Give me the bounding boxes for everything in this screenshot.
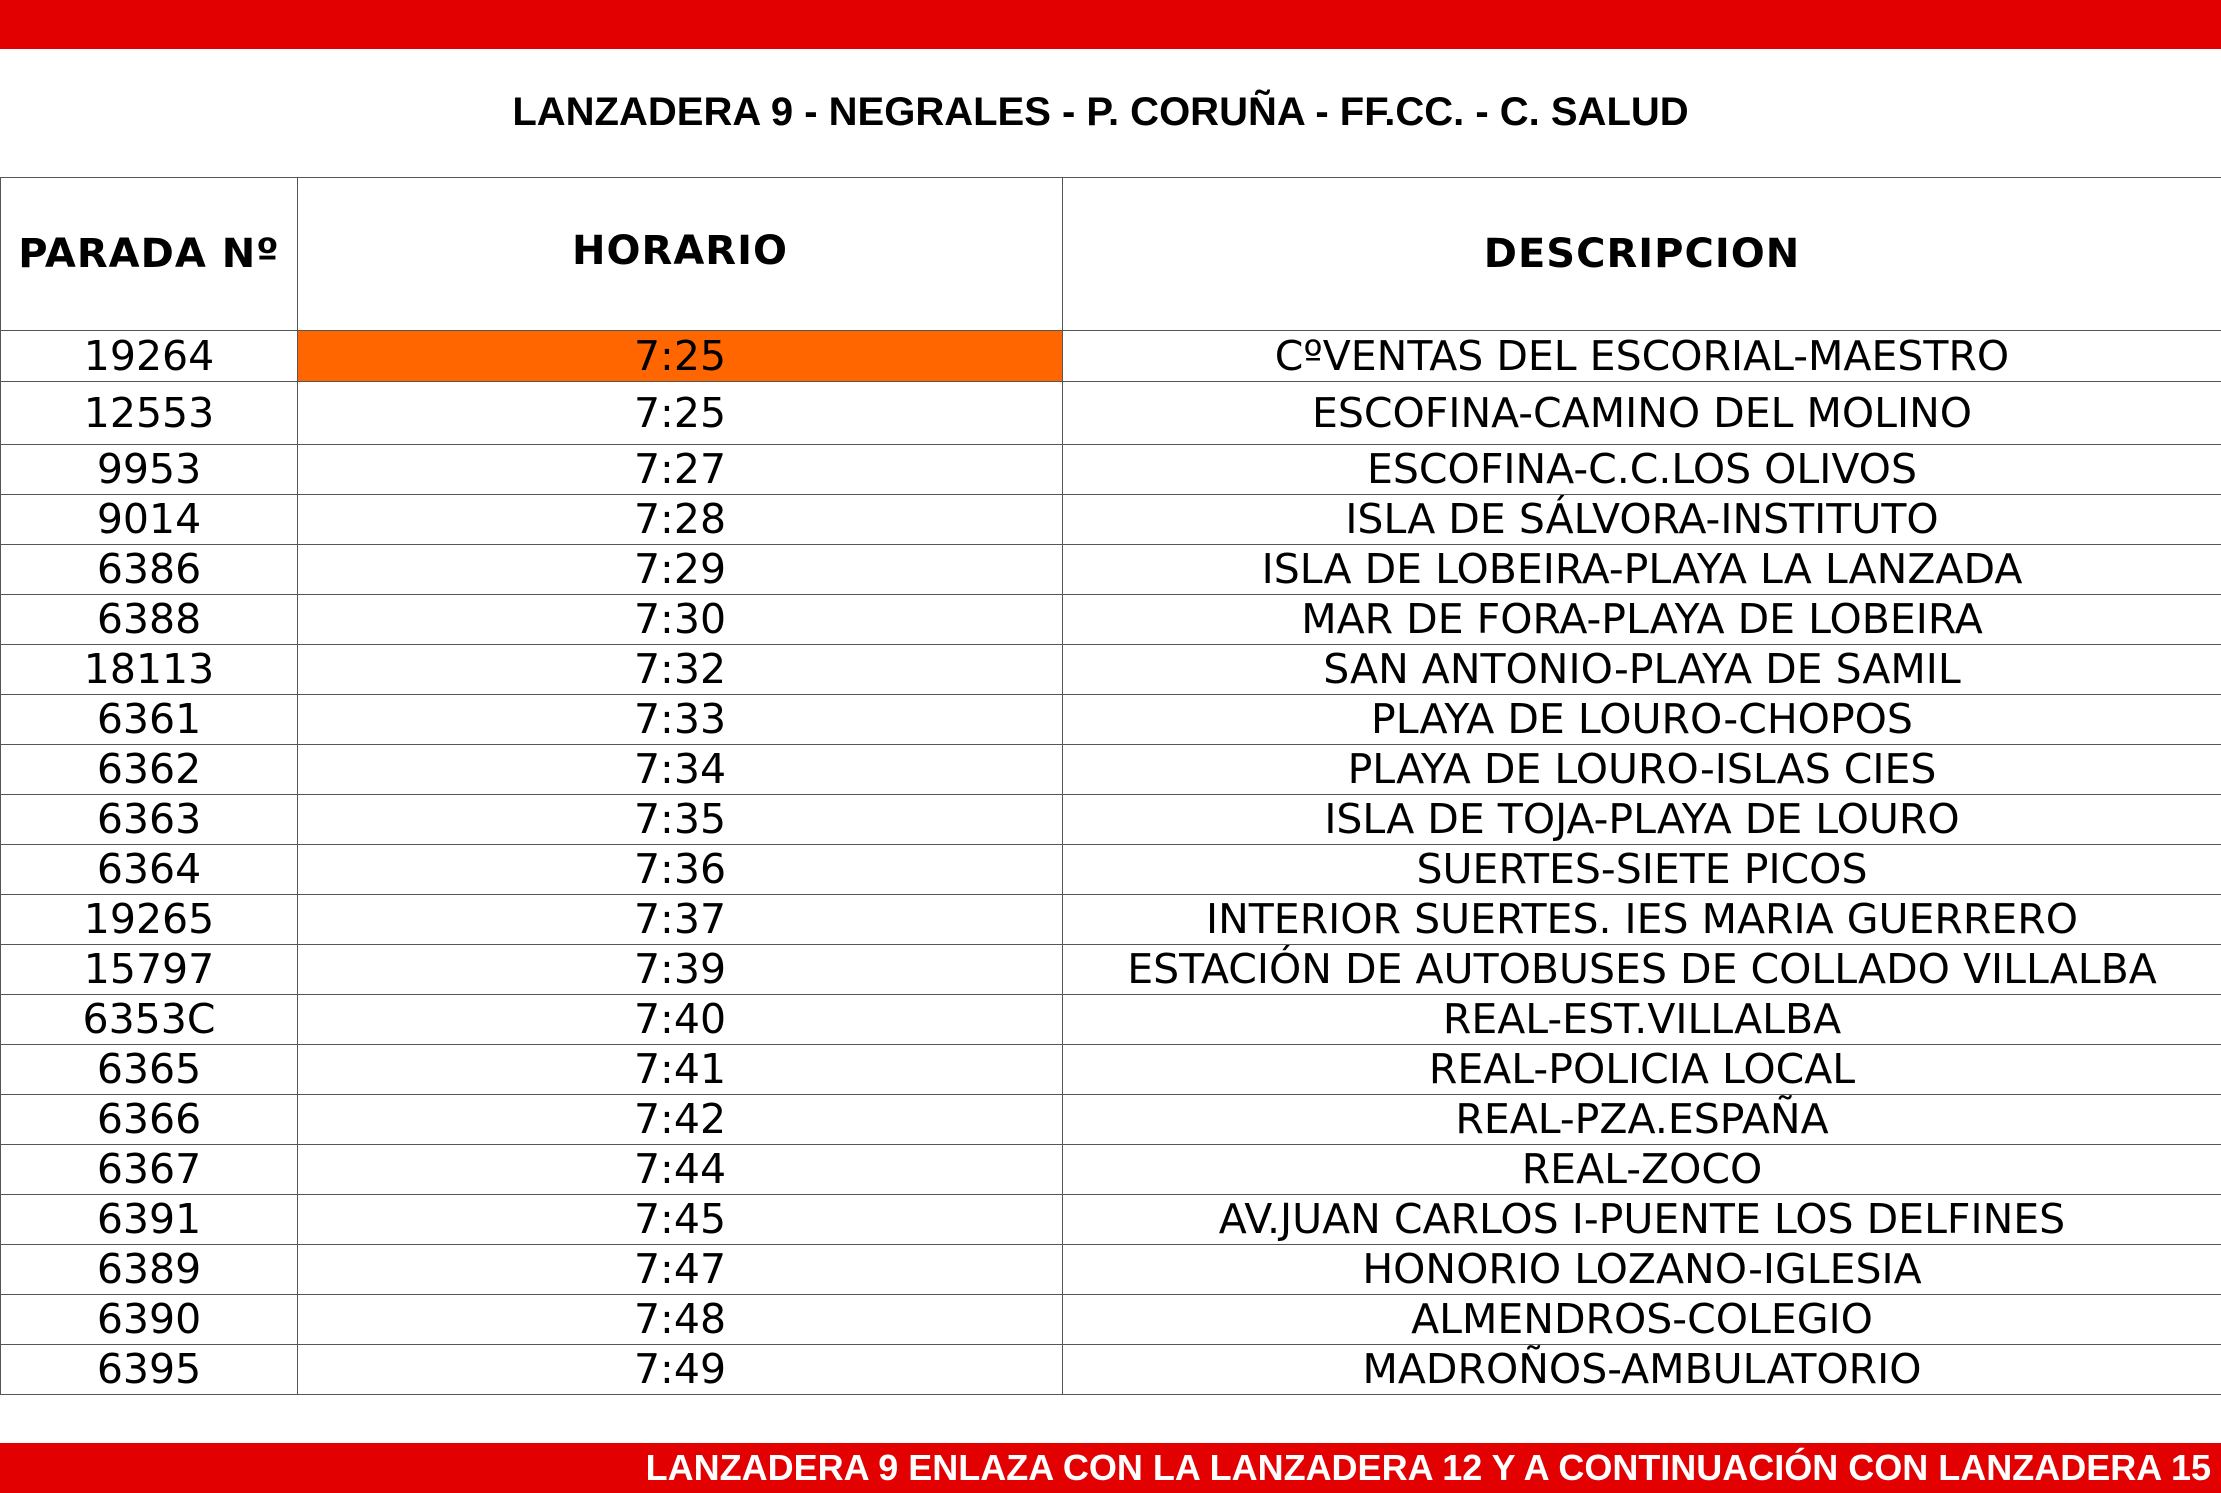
cell-descripcion: ISLA DE SÁLVORA-INSTITUTO [1063, 495, 2221, 545]
cell-horario: 7:47 [298, 1245, 1063, 1295]
column-header-descripcion: DESCRIPCION [1063, 178, 2221, 331]
cell-horario: 7:28 [298, 495, 1063, 545]
table-row [1, 445, 2221, 495]
table-row [1, 1295, 2221, 1345]
cell-horario: 7:36 [298, 845, 1063, 895]
cell-descripcion: MADROÑOS-AMBULATORIO [1063, 1345, 2221, 1395]
top-red-bar [0, 0, 2221, 49]
cell-parada: 6365 [1, 1045, 298, 1095]
cell-parada: 6364 [1, 845, 298, 895]
cell-parada: 6395 [1, 1345, 298, 1395]
table-row [1, 745, 2221, 795]
cell-descripcion: ESCOFINA-CAMINO DEL MOLINO [1063, 382, 2221, 445]
cell-descripcion: MAR DE FORA-PLAYA DE LOBEIRA [1063, 595, 2221, 645]
table-row [1, 595, 2221, 645]
schedule-body [1, 331, 2221, 1395]
cell-descripcion: REAL-PZA.ESPAÑA [1063, 1095, 2221, 1145]
page-title: LANZADERA 9 - NEGRALES - P. CORUÑA - FF.CC. - C. SALUD [512, 90, 1689, 134]
cell-horario: 7:48 [298, 1295, 1063, 1345]
cell-horario: 7:40 [298, 995, 1063, 1045]
cell-horario: 7:45 [298, 1195, 1063, 1245]
table-row [1, 1045, 2221, 1095]
cell-parada: 15797 [1, 945, 298, 995]
table-row [1, 331, 2221, 382]
table-row [1, 382, 2221, 445]
cell-parada: 9953 [1, 445, 298, 495]
cell-parada: 6363 [1, 795, 298, 845]
column-header-horario: HORARIO [298, 178, 1063, 331]
cell-descripcion: SUERTES-SIETE PICOS [1063, 845, 2221, 895]
cell-descripcion: PLAYA DE LOURO-CHOPOS [1063, 695, 2221, 745]
schedule-table [0, 177, 2221, 1395]
cell-parada: 6391 [1, 1195, 298, 1245]
cell-parada: 6386 [1, 545, 298, 595]
cell-parada: 19264 [1, 331, 298, 382]
cell-descripcion: REAL-ZOCO [1063, 1145, 2221, 1195]
cell-descripcion: REAL-EST.VILLALBA [1063, 995, 2221, 1045]
cell-horario: 7:32 [298, 645, 1063, 695]
cell-parada: 19265 [1, 895, 298, 945]
table-row [1, 1345, 2221, 1395]
table-row [1, 945, 2221, 995]
cell-descripcion: REAL-POLICIA LOCAL [1063, 1045, 2221, 1095]
cell-horario: 7:27 [298, 445, 1063, 495]
cell-horario: 7:34 [298, 745, 1063, 795]
table-header-row [1, 178, 2221, 331]
table-row [1, 1145, 2221, 1195]
table-row [1, 795, 2221, 845]
cell-parada: 12553 [1, 382, 298, 445]
cell-parada: 6366 [1, 1095, 298, 1145]
cell-descripcion: AV.JUAN CARLOS I-PUENTE LOS DELFINES [1063, 1195, 2221, 1245]
cell-descripcion: INTERIOR SUERTES. IES MARIA GUERRERO [1063, 895, 2221, 945]
cell-horario: 7:37 [298, 895, 1063, 945]
cell-parada: 18113 [1, 645, 298, 695]
cell-parada: 6361 [1, 695, 298, 745]
cell-horario: 7:25 [298, 382, 1063, 445]
cell-horario: 7:44 [298, 1145, 1063, 1195]
cell-descripcion: ALMENDROS-COLEGIO [1063, 1295, 2221, 1345]
table-row [1, 1095, 2221, 1145]
table-row [1, 995, 2221, 1045]
cell-descripcion: SAN ANTONIO-PLAYA DE SAMIL [1063, 645, 2221, 695]
cell-horario: 7:42 [298, 1095, 1063, 1145]
cell-descripcion: ISLA DE TOJA-PLAYA DE LOURO [1063, 795, 2221, 845]
cell-horario: 7:30 [298, 595, 1063, 645]
table-row [1, 1245, 2221, 1295]
cell-parada: 6362 [1, 745, 298, 795]
table-row [1, 495, 2221, 545]
cell-horario: 7:39 [298, 945, 1063, 995]
cell-parada: 9014 [1, 495, 298, 545]
cell-horario: 7:35 [298, 795, 1063, 845]
table-row [1, 545, 2221, 595]
table-row [1, 645, 2221, 695]
cell-horario: 7:41 [298, 1045, 1063, 1095]
table-row [1, 895, 2221, 945]
cell-descripcion: ESCOFINA-C.C.LOS OLIVOS [1063, 445, 2221, 495]
cell-horario: 7:25 [298, 331, 1063, 382]
table-row [1, 845, 2221, 895]
footer-note: LANZADERA 9 ENLAZA CON LA LANZADERA 12 Y A CONTINUACIÓN CON LANZADERA 15 [0, 1443, 2221, 1493]
cell-parada: 6389 [1, 1245, 298, 1295]
cell-parada: 6390 [1, 1295, 298, 1345]
cell-descripcion: ISLA DE LOBEIRA-PLAYA LA LANZADA [1063, 545, 2221, 595]
cell-descripcion: HONORIO LOZANO-IGLESIA [1063, 1245, 2221, 1295]
column-header-parada: PARADA Nº [1, 178, 298, 331]
cell-descripcion: PLAYA DE LOURO-ISLAS CIES [1063, 745, 2221, 795]
cell-horario: 7:49 [298, 1345, 1063, 1395]
cell-parada: 6367 [1, 1145, 298, 1195]
cell-parada: 6353C [1, 995, 298, 1045]
table-row [1, 1195, 2221, 1245]
table-row [1, 695, 2221, 745]
cell-descripcion: CºVENTAS DEL ESCORIAL-MAESTRO [1063, 331, 2221, 382]
cell-horario: 7:33 [298, 695, 1063, 745]
cell-horario: 7:29 [298, 545, 1063, 595]
cell-parada: 6388 [1, 595, 298, 645]
cell-descripcion: ESTACIÓN DE AUTOBUSES DE COLLADO VILLALBA [1063, 945, 2221, 995]
